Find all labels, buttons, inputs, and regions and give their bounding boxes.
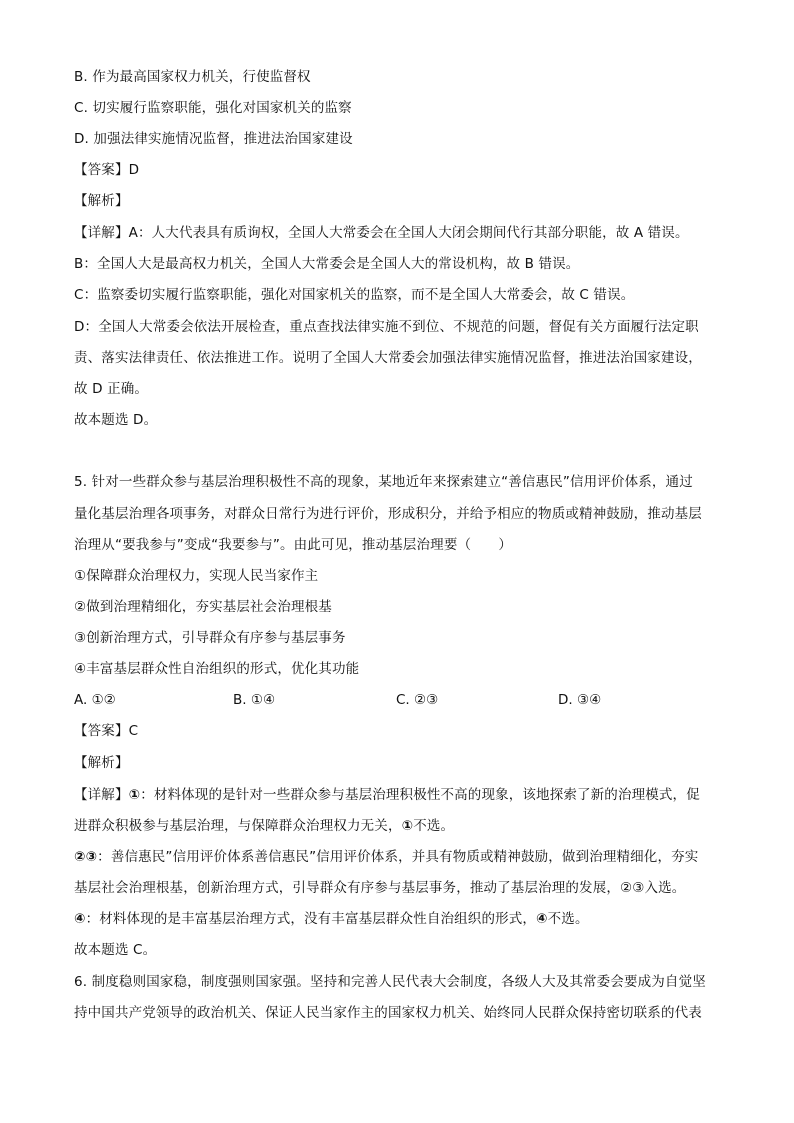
detail-text: ：善信惠民”信用评价体系善信惠民”信用评价体系，并具有物质或精神鼓励，做到治理精细化，夯实	[97, 849, 699, 865]
q4-option-b: B. 作为最高国家权力机关，行使监督权	[74, 69, 311, 85]
detail-text: A：人大代表具有质询权，全国人大常委会在全国人大闭会期间代行其部分职能，故 A 错误。	[128, 225, 689, 241]
q5-answer	[74, 722, 724, 740]
q4-detail-line-2: B：全国人大是最高权力机关，全国人大常委会是全国人大的常设机构，故 B 错误。	[74, 256, 580, 272]
q5-item-2: ②做到治理精细化，夯实基层社会治理根基	[74, 599, 332, 615]
q6-stem-line-2: 持中国共产党领导的政治机关、保证人民当家作主的国家权力机关、始终同人民群众保持密切联系的代表	[74, 1005, 702, 1021]
circled-number: ④	[536, 911, 548, 927]
q5-detail-line-1	[74, 786, 724, 804]
q5-detail-line-5	[74, 910, 724, 928]
detail-text: 不选。	[547, 911, 589, 927]
q5-item-1: ①保障群众治理权力，实现人民当家作主	[74, 568, 319, 584]
q4-detail-line-4: D：全国人大常委会依法开展检查，重点查找法律实施不到位、不规范的问题，督促有关方面履行法定职	[74, 319, 699, 335]
circled-number: ①	[128, 787, 141, 803]
q5-detail-line-3	[74, 848, 724, 866]
answer-label: 【答案】	[74, 162, 129, 178]
q4-detail-line-5: 责、落实法律责任、依法推进工作。说明了全国人大常委会加强法律实施情况监督，推进法治国家建设，	[74, 350, 702, 366]
q5-option-c: C. ②③	[396, 692, 439, 708]
detail-text: ：材料体现的是针对一些群众参与基层治理积极性不高的现象，该地探索了新的治理模式，促	[140, 787, 700, 803]
detail-text: 不选。	[413, 818, 455, 834]
q6-stem-line-1: 6. 制度稳则国家稳，制度强则国家强。坚持和完善人民代表大会制度，各级人大及其常委会要成为自觉坚	[74, 974, 706, 990]
q5-detail-line-2	[74, 817, 724, 835]
detail-text: 进群众积极参与基层治理，与保障群众治理权力无关，	[74, 818, 402, 834]
circled-number: ②③	[74, 849, 98, 865]
q5-stem-line-3: 治理从“要我参与”变成“我要参与”。由此可见，推动基层治理要（ ）	[74, 537, 513, 553]
q4-detail-line-1	[74, 224, 724, 242]
detail-label: 【详解】	[74, 225, 129, 241]
detail-label: 【详解】	[74, 787, 129, 803]
answer-label: 【答案】	[74, 723, 129, 739]
q5-stem-line-2: 量化基层治理各项事务，对群众日常行为进行评价，形成积分，并给予相应的物质或精神鼓励，推动基层	[74, 506, 702, 522]
q5-option-d: D. ③④	[558, 692, 602, 708]
q4-option-c: C. 切实履行监察职能，强化对国家机关的监察	[74, 100, 352, 116]
q5-item-3: ③创新治理方式，引导群众有序参与基层事务	[74, 630, 346, 646]
q5-detail-line-4: 基层社会治理根基，创新治理方式，引导群众有序参与基层事务，推动了基层治理的发展，②③入选。	[74, 880, 686, 896]
q5-option-b: B. ①④	[233, 692, 276, 708]
circled-number: ①	[401, 818, 414, 834]
answer-value: C	[128, 723, 139, 739]
q4-conclusion: 故本题选 D。	[74, 412, 158, 428]
q4-analysis-label: 【解析】	[74, 193, 129, 209]
q5-conclusion: 故本题选 C。	[74, 942, 157, 958]
q5-analysis-label: 【解析】	[74, 755, 129, 771]
q4-detail-line-6: 故 D 正确。	[74, 381, 149, 397]
detail-text: ：材料体现的是丰富基层治理方式，没有丰富基层群众性自治组织的形式，	[85, 911, 537, 927]
q5-option-a: A. ①②	[74, 692, 116, 708]
q4-option-d: D. 加强法律实施情况监督，推进法治国家建设	[74, 131, 353, 147]
answer-value: D	[128, 162, 140, 178]
q4-answer	[74, 161, 724, 179]
circled-number: ④	[74, 911, 86, 927]
q4-detail-line-3: C：监察委切实履行监察职能，强化对国家机关的监察，而不是全国人大常委会，故 C 错误。	[74, 287, 635, 303]
q5-stem-line-1: 5. 针对一些群众参与基层治理积极性不高的现象，某地近年来探索建立“善信惠民”信用评价体系，通过	[74, 474, 693, 490]
q5-item-4: ④丰富基层群众性自治组织的形式，优化其功能	[74, 661, 360, 677]
